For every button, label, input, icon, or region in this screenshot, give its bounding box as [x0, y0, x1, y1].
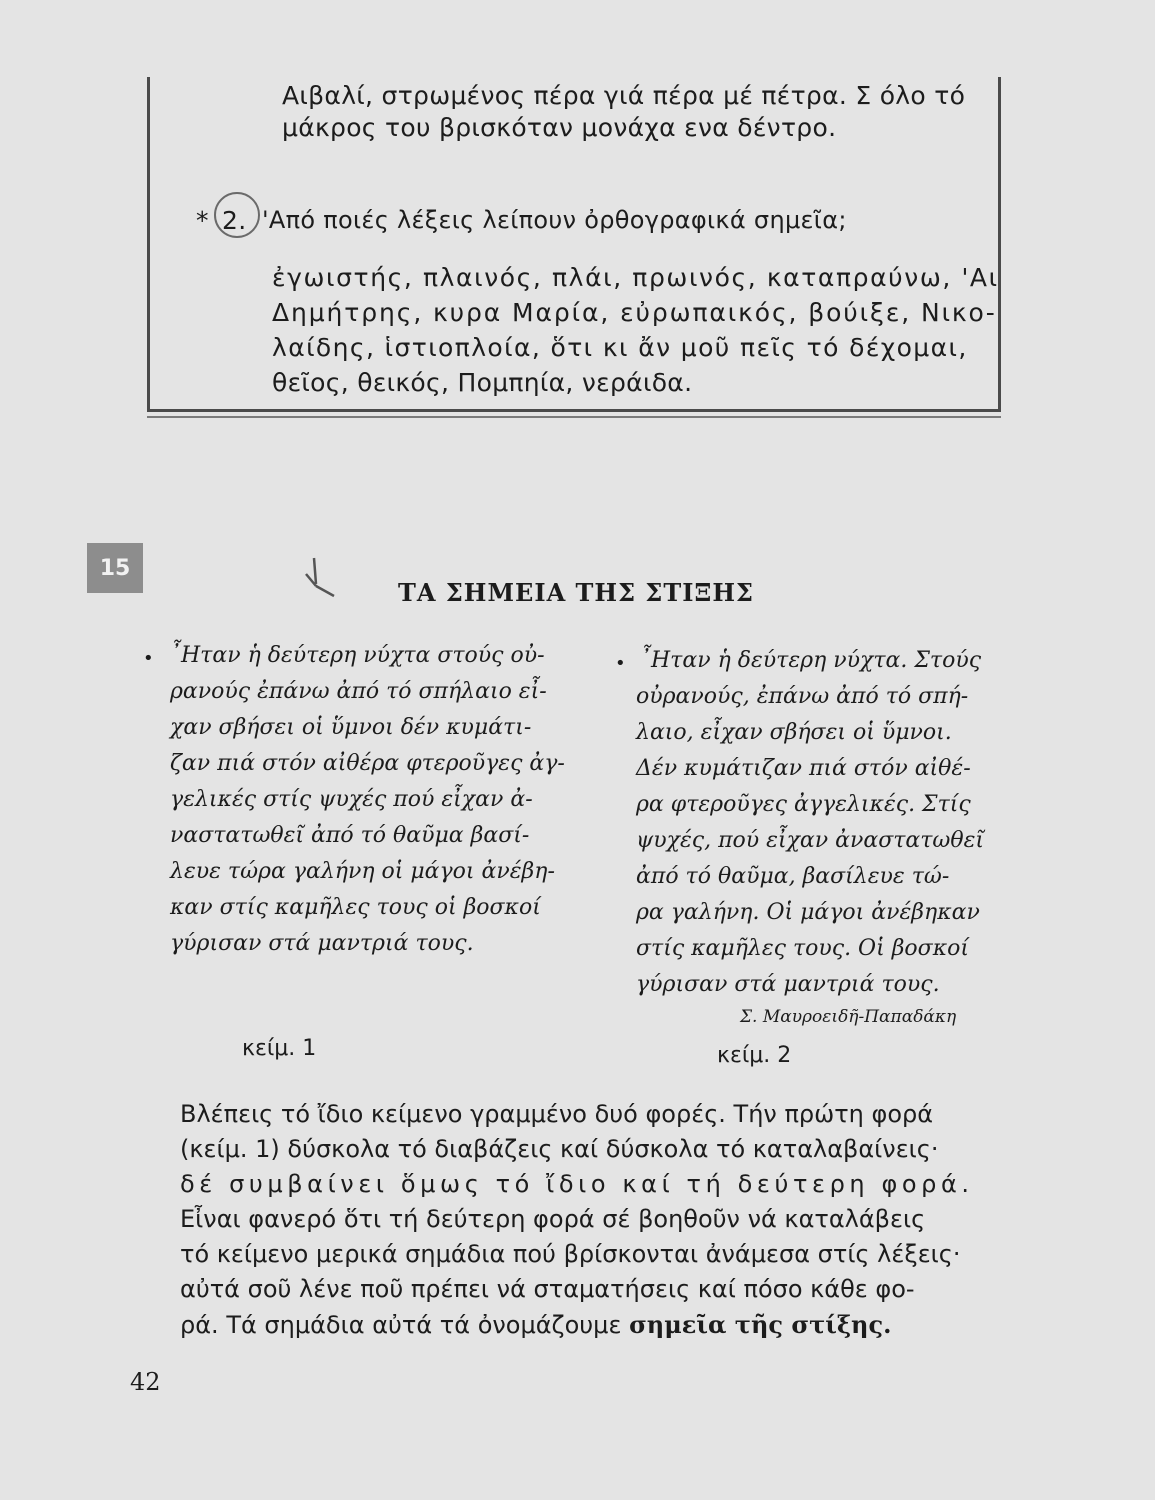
text2-line: ρα φτεροῦγες ἀγγελικές. Στίς — [636, 792, 971, 817]
text2-line: ῏Ηταν ἡ δεύτερη νύχτα. Στούς — [640, 648, 982, 673]
text1-line: ρανούς ἐπάνω ἀπό τό σπήλαιο εἶ- — [170, 679, 547, 704]
explanation-line: τό κείμενο μερικά σημάδια πού βρίσκονται ἀνάμεσα στίς λέξεις· — [180, 1240, 961, 1268]
text2-line: οὐρανούς, ἐπάνω ἀπό τό σπή- — [636, 684, 969, 709]
text1-line: χαν σβήσει οἱ ὕμνοι δέν κυμάτι- — [170, 715, 532, 740]
text2-line: ψυχές, πού εἶχαν ἀναστατωθεῖ — [636, 828, 985, 853]
text2-line: στίς καμῆλες τους. Οἱ βοσκοί — [636, 936, 969, 961]
explanation-line: Βλέπεις τό ἴδιο κείμενο γραμμένο δυό φορές. Τήν πρώτη φορά — [180, 1100, 934, 1128]
text1-bullet: • — [143, 648, 154, 669]
handwritten-arrow-mark — [300, 556, 340, 604]
text1-line: καν στίς καμῆλες τους οἱ βοσκοί — [170, 895, 541, 920]
punctuation-term: σημεῖα τῆς στίξης. — [629, 1310, 892, 1339]
explanation-last-line — [180, 1310, 891, 1339]
section-title: ΤΑ ΣΗΜΕΙΑ ΤΗΣ ΣΤΙΞΗΣ — [398, 578, 754, 607]
text2-line: γύρισαν στά μαντριά τους. — [636, 972, 940, 997]
word-line-2: Δημήτρης, κυρα Μαρία, εὐρωπαικός, βούιξε, Νικο- — [272, 298, 997, 327]
intro-line-2: μάκρος του βρισκόταν μονάχα ενα δέντρο. — [282, 113, 837, 142]
explanation-line: αὐτά σοῦ λένε ποῦ πρέπει νά σταματήσεις καί πόσο κάθε φο- — [180, 1275, 915, 1303]
text2-caption: κείμ. 2 — [717, 1043, 792, 1068]
text2-bullet: • — [615, 653, 626, 674]
text2-line: ἀπό τό θαῦμα, βασίλευε τώ- — [636, 864, 950, 889]
exercise-star: * — [196, 206, 209, 235]
explanation-line: (κείμ. 1) δύσκολα τό διαβάζεις καί δύσκολα τό καταλαβαίνεις· — [180, 1135, 939, 1163]
word-line-4: θεῖος, θεικός, Πομπηία, νεράιδα. — [272, 368, 693, 397]
exercise-number: 2. — [222, 206, 247, 235]
text1-caption: κείμ. 1 — [242, 1036, 317, 1061]
section-number-badge: 15 — [87, 543, 143, 593]
word-line-3: λαίδης, ἱστιοπλοία, ὅτι κι ἄν μοῦ πεῖς τό δέχομαι, — [272, 333, 968, 362]
text1-line: ζαν πιά στόν αἰθέρα φτεροῦγες ἀγ- — [170, 751, 565, 776]
text1-line: ναστατωθεῖ ἀπό τό θαῦμα βασί- — [170, 823, 530, 848]
text2-author: Σ. Μαυροειδῆ-Παπαδάκη — [740, 1007, 957, 1027]
text2-line: Δέν κυμάτιζαν πιά στόν αἰθέ- — [636, 756, 971, 781]
text1-line: γελικές στίς ψυχές πού εἶχαν ἀ- — [170, 787, 533, 812]
text2-line: λαιο, εἶχαν σβήσει οἱ ὕμνοι. — [636, 720, 952, 745]
word-line-1: ἐγωιστής, πλαινός, πλάι, πρωινός, καταπραύνω, 'Αι — [272, 263, 999, 292]
explanation-line: Εἶναι φανερό ὅτι τή δεύτερη φορά σέ βοηθοῦν νά καταλάβεις — [180, 1205, 926, 1233]
text1-line: λευε τώρα γαλήνη οἱ μάγοι ἀνέβη- — [170, 859, 555, 884]
text2-line: ρα γαλήνη. Οἱ μάγοι ἀνέβηκαν — [636, 900, 980, 925]
page-number: 42 — [130, 1368, 161, 1396]
intro-line-1: Αιβαλί, στρωμένος πέρα γιά πέρα μέ πέτρα. Σ όλο τό — [282, 81, 966, 110]
explanation-last-line-start: ρά. Τά σημάδια αὐτά τά ὀνομάζουμε — [180, 1311, 622, 1339]
text1-line: ῏Ηταν ἡ δεύτερη νύχτα στούς οὐ- — [170, 643, 545, 668]
text1-line: γύρισαν στά μαντριά τους. — [170, 931, 474, 956]
explanation-line: δέ συμβαίνει ὅμως τό ἴδιο καί τή δεύτερη φορά. — [180, 1170, 974, 1198]
exercise-question: 'Από ποιές λέξεις λείπουν ὀρθογραφικά σημεῖα; — [262, 206, 847, 234]
